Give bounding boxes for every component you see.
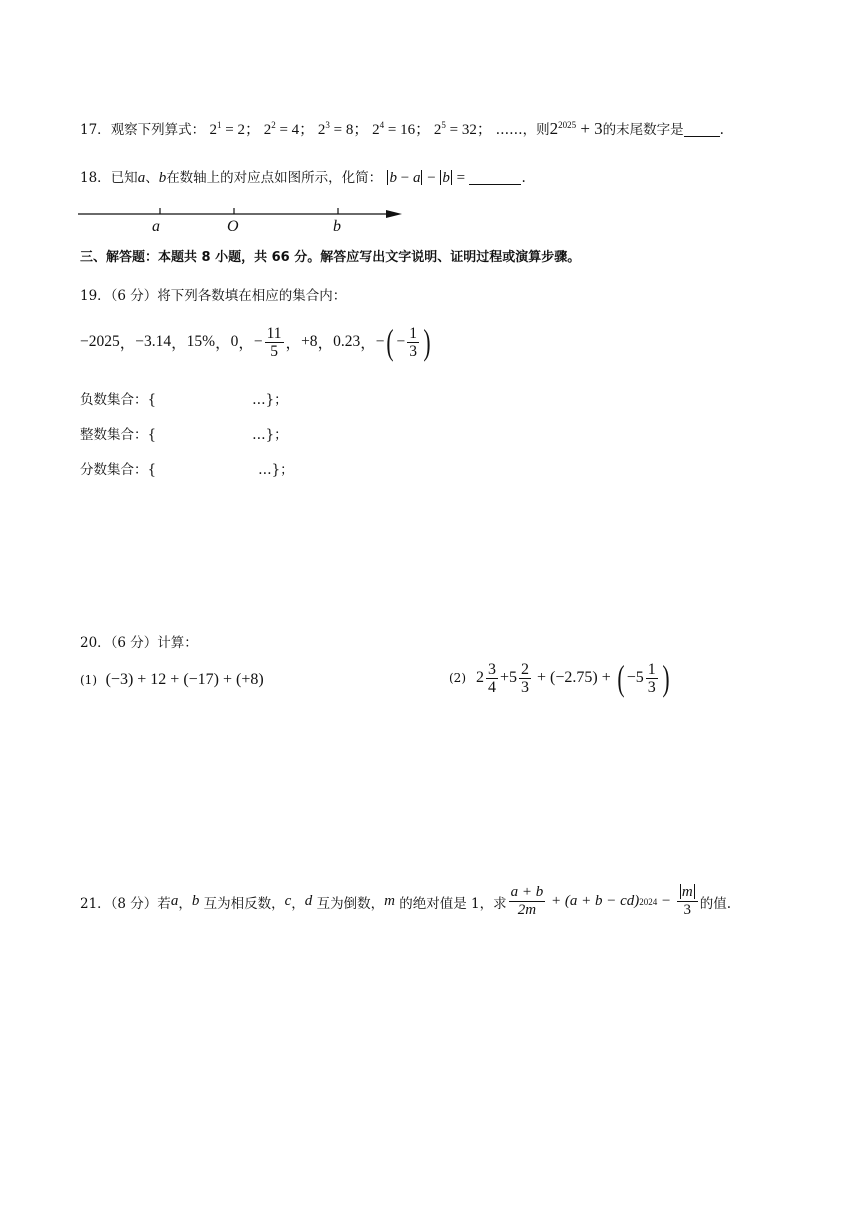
- fraction-1-3: $\frac{1}{3}$: [409, 324, 417, 360]
- number-line-label-b: b: [333, 218, 341, 235]
- q17-number: 17．: [80, 122, 111, 138]
- q17-lead: 观察下列算式：: [110, 122, 206, 138]
- q17-answer-blank[interactable]: [684, 122, 720, 137]
- number-line-label-a: a: [152, 218, 160, 235]
- number-line-graphic: [78, 204, 408, 236]
- question-17: 17．观察下列算式： $2^1 = 2$； $2^2 = 4$； $2^3 = 8$； $2^4 = 16$； $2^5 = 32$； ……，则$2^{2025} + 3$的末尾数字是 .: [80, 119, 724, 138]
- q17-ellipsis: ……，则: [495, 122, 550, 138]
- number-line: [78, 204, 408, 236]
- q20-part-1: (1) (−3) + 12 + (−17) + (+8): [80, 671, 264, 688]
- q17-tail: 的末尾数字是: [602, 122, 684, 138]
- arrow-right-icon: [386, 210, 402, 218]
- section-3-heading: 三、解答题：本题共 8 小题，共 66 分。解答应写出文字说明、证明过程或演算步骤。: [80, 250, 581, 265]
- set-negative: 负数集合：{ …}；: [80, 392, 288, 408]
- fraction-11-5: $\frac{11}{5}$: [266, 324, 282, 360]
- q18-answer-blank[interactable]: [469, 170, 521, 185]
- question-19-numbers: −2025 ， −3.14 ， 15% ， 0 ， − $\frac{11}{5}$ ， +8 ， 0.23 ， − ( − $\frac{1}{3}$ ): [80, 322, 431, 362]
- question-18: 18．已知a、b在数轴上的对应点如图所示，化简： b − a − b = .: [80, 170, 526, 186]
- question-19-heading: 19．（6 分）将下列各数填在相应的集合内：: [80, 288, 347, 304]
- q17-equations: $2^1 = 2$； $2^2 = 4$； $2^3 = 8$； $2^4 = 16$； $2^5 = 32$；: [209, 120, 492, 138]
- question-21: 21．（8 分）若 a ， b 互为相反数， c ， d 互为倒数， m 的绝对值是 1，求 $\frac{a + b}{2m}$ + (a + b − cd) 2024 − $\frac{m}{3}$ 的值.: [80, 884, 732, 918]
- set-fraction: 分数集合：{ …}；: [80, 462, 294, 478]
- q18-number: 18．: [80, 170, 111, 186]
- q18-expression: b − a − b =: [389, 170, 466, 186]
- q20-part-2: (2) 2 $\frac{3}{4}$ + 5 $\frac{2}{3}$ + (−2.75) + ( −5 $\frac{1}{3}$ ): [449, 658, 670, 698]
- question-20-heading: 20．（6 分）计算：: [80, 635, 198, 651]
- number-line-label-o: O: [227, 218, 239, 235]
- set-integer: 整数集合：{ …}；: [80, 427, 288, 443]
- q17-power: $2^{2025} + 3$: [549, 119, 603, 138]
